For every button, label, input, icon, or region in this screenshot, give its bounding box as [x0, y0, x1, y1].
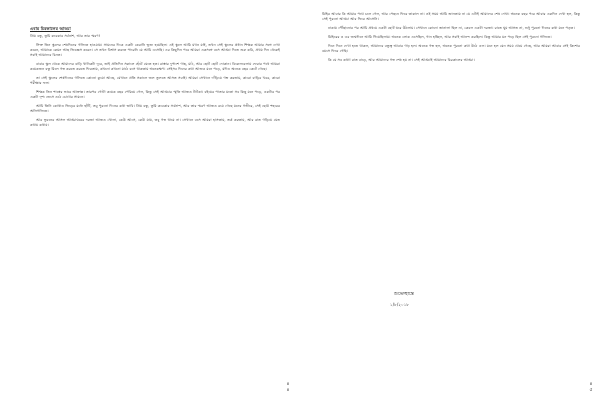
left-page-number-bottom: ৪: [286, 387, 290, 393]
signature-date: ১/৮/২০১৮: [390, 302, 410, 307]
right-page-number-bottom: ৫: [589, 387, 593, 393]
right-page-number: [586, 381, 596, 393]
right-page-number-top: ৪: [589, 381, 593, 387]
right-paragraph: কি যে সব কথা! রাত বাড়ে, আর আমাদের গল্প শেষ হয় না। সেই আড্ডাই আমাদের চিরকালের আড্ডা।: [328, 58, 475, 62]
left-paragraph: বাবার স্কুল থেকে আমাদের বাড়ি খানিকটা দূরে, তাই প্রতিদিন সকালে হেঁটে যেতে হত। রাস্তার দুপাশে গাছ, মাঠ, আর ছোট ছোট দোকান। বিকেলবেলায় ফেরার পথে আমরা কয়েকজন বন্ধু মিলে গল্প করতে করতে ফিরতাম, কখনো কখনো মাঠে বসে থাকতাম অনেকক্ষণ। সেইসব দিনের কথা আজও মনে পড়ে, যদিও অনেক বছর কেটে গেছে।: [30, 62, 280, 71]
left-paragraph: শিক্ষক তিন শাস্ত্রের ভারে আক্রান্ত। তারপর গোটা কয়েক বছর পেরিয়ে গেল, কিন্তু সেই আড্ডার স্মৃতি আজও টাটকা। বইয়ের পাতার মতো সব কিছু মনে পড়ে, একটার পর একটা দৃশ্য ভেসে ওঠে চোখের সামনে।: [30, 90, 280, 99]
right-paragraph: দিনে দিনে দেখা হতে থাকল, আমাদের বন্ধুত্ব আবার গাঢ় হল। অনেক গল্প হল, অনেক পুরনো কথা উঠে এল। মনে হল যেন সময় থেমে গেছে, আর আমরা আবার সেই কিশোর বয়সে ফিরে গেছি।: [322, 44, 580, 53]
right-paragraph: মিহিরের ও এর জন্মদিনে আমি গিয়েছিলাম। অনেক লোক এসেছিল, গান হচ্ছিল, আর সবাই আনন্দ করছিল। কিন্তু আমার মন পড়ে ছিল সেই পুরনো গলিতে।: [328, 35, 552, 39]
left-paragraph: আর ভুবনের আসল আড্ডাঘরের দরজা আজও খোলা, কেউ আসে, কেউ যায়, তবু গল্প থামে না। সেখানে বসে আমরা হাসতাম, তর্ক করতাম, আর রাত গড়িয়ে যেত কথায় কথায়।: [30, 118, 280, 127]
left-page-number: [283, 381, 293, 393]
chapter-title: এবার চিরকালের আড্ডা: [30, 26, 71, 31]
left-paragraph: তা সেই স্কুলের শেষদিনের গলিতে কোনো কুয়ো আছে, যেখানে প্রতি সকালে জল তুলতে আসত সবাই। আমরা সেখানে দাঁড়িয়ে গল্প করতাম, কারো বাড়ির খবর, কারো পরীক্ষার ফল।: [30, 76, 280, 85]
right-paragraph: মিহির আবার কি আমার পথে চলে গেল, আর পেছনে ফিরে তাকাল না। ওই সময় আমি জানতাম না যে এটাই আমাদের শেষ দেখা। অনেক বছর পরে আবার একদিন দেখা হল, কিন্তু সেই পুরনো আড্ডা আর ফিরে আসেনি।: [322, 12, 580, 21]
right-page-content: [322, 12, 580, 67]
left-paragraph: সিক্ত তিন স্কুলের শেষদিনের গলিতে হাওয়ায়। সামনের দিকে একটা কেরানি ভূত্য হয়েছিল। এই স্কুলে আমি যখন যাই, তখন সেই স্কুলের প্রধান শিক্ষক আমার সঙ্গে দেখা করেন, আমাকে কেমন আছ জিজ্ঞেস করেন। সে তখন বিশ্বাস করতে পারেনি যে আমি এসেছি। এর কিছুদিন পরে আমরা একসঙ্গে বসে আড্ডা দিতে শুরু করি, প্রথম দিন থেকেই সবাই আমাদের চিনত।: [30, 43, 280, 57]
right-page: [300, 0, 600, 400]
right-paragraph: ঢাকায় পৌঁছানোর পর আমি প্রথমে একটা ছোট ঘরে উঠলাম। সেখানে কোনো জানালা ছিল না, কেবল একটা দরজা। রাতে ঘুম আসত না, শুধু পুরনো দিনের কথা মনে পড়ত।: [328, 26, 575, 30]
left-paragraph: আমি তিনি কোথাও ভিড়ের মধ্যে হাঁটি, তবু পুরনো দিনের কথা ভাবি। প্রিয় বন্ধু, তুমি কবেকার সর্বনাশ, আর তার স্মরণ আজও রয়ে গেছে মনের গভীরে, সেই ছোট্ট শহরের অলিগলিতে।: [30, 104, 280, 113]
signature: শুভেচ্ছান্তে: [394, 292, 414, 297]
left-page-number-top: ৪: [286, 381, 290, 387]
left-page-content: [30, 26, 280, 132]
greeting: প্রিয় বন্ধু, তুমি কবেকার সর্বনাশ, আর তার স্মরণ!: [30, 34, 101, 38]
